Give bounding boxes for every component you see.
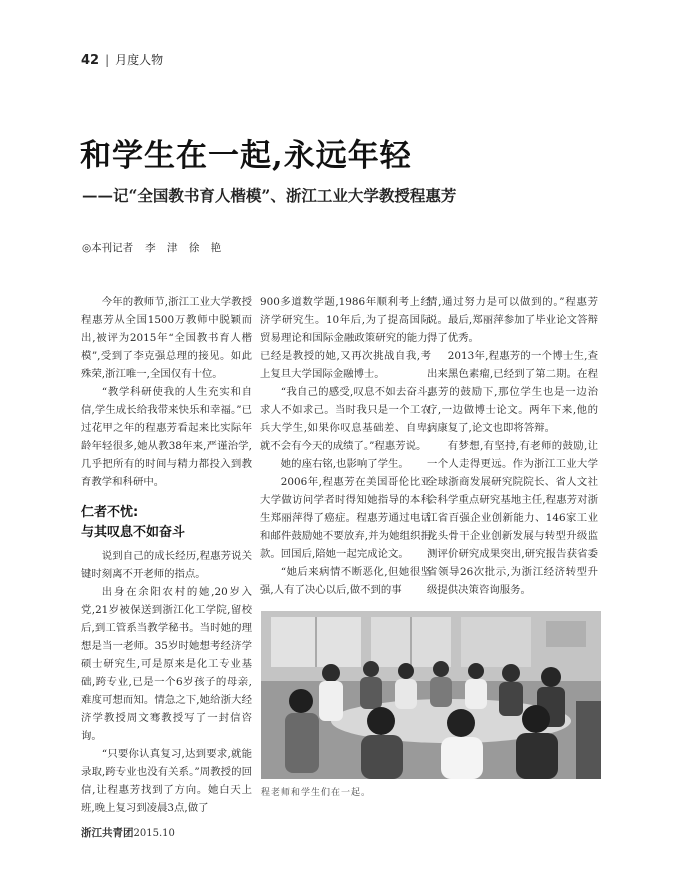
page-footer xyxy=(81,825,175,840)
article-title: 和学生在一起,永远年轻 xyxy=(80,138,412,174)
byline-prefix: ◎本刊记者 xyxy=(82,242,134,254)
magazine-logo: 浙江共青团 xyxy=(81,827,134,839)
paragraph: 900多道数学题,1986年顺利考上经济学研究生。10年后,为了提高国际贸易理论和国际金融政策研究的能力,已经是教授的她,又再次挑战自我,考上复旦大学国际金融博士。 xyxy=(260,296,431,380)
paragraph: “我自己的感受,叹息不如去奋斗,求人不如求己。当时我只是一个工农兵大学生,如果你叹息基础差、自卑,就不会有今天的成绩了。”程惠芳说。 xyxy=(260,386,431,452)
paragraph: 出身在余阳农村的她,20岁入党,21岁被保送到浙江化工学院,留校后,到工管系当教学秘书。当时她的理想是当一老师。35岁时她想考经济学硕士研究生,可是原来是化工专业基础,跨专业,已是一个6岁孩子的母亲,难度可想而知。情急之下,她给浙大经济学教授周文骞教授写了一封信咨询。 xyxy=(81,586,252,742)
paragraph: “教学科研使我的人生充实和自信,学生成长给我带来快乐和幸福。”已过花甲之年的程惠芳看起来比实际年龄年轻很多,她从教38年来,严谨治学,几乎把所有的时间与精力都投入到教育教学和科研中。 xyxy=(81,386,252,488)
section-heading-line-2: 与其叹息不如奋斗 xyxy=(81,525,186,540)
photo-illustration xyxy=(261,611,601,779)
article-photo xyxy=(261,611,601,779)
paragraph: “只要你认真复习,达到要求,就能录取,跨专业也没有关系。”周教授的回信,让程惠芳找到了方向。她白天上班,晚上复习到凌晨3点,做了 xyxy=(81,748,252,814)
paragraph: 2006年,程惠芳在美国哥伦比亚大学做访问学者时得知她指导的本科生郑丽萍得了癌症。程惠芳通过电话和邮件鼓励她不要放弃,并为她组织捐款。回国后,陪她一起完成论文。 xyxy=(260,476,431,560)
issue-date: 2015.10 xyxy=(133,828,175,839)
text-column-1 xyxy=(81,293,252,817)
paragraph: 有梦想,有坚持,有老师的鼓励,让一个人走得更远。作为浙江工业大学全球浙商发展研究院院长、省人文社会科学重点研究基地主任,程惠芳对浙江省百强企业创新能力、146家工业龙头骨干企业创新发展与转型升级监测评价研究成果突出,研究报告获省委省领导26次批示,为浙江经济转型升级提供决策咨询服务。 xyxy=(427,440,598,596)
page-header xyxy=(81,51,163,68)
header-divider: | xyxy=(105,53,110,67)
text-column-2 xyxy=(260,293,431,599)
paragraph: 2013年,程惠芳的一个博士生,查出来黑色素瘤,已经到了第二期。在程惠芳的鼓励下,那位学生也是一边治疗,一边做博士论文。两年下来,他的病康复了,论文也即将答辩。 xyxy=(427,350,598,434)
paragraph: 她的座右铭,也影响了学生。 xyxy=(280,458,409,470)
text-column-3 xyxy=(427,293,598,599)
paragraph: 今年的教师节,浙江工业大学教授程惠芳从全国1500万教师中脱颖而出,被评为2015年“全国教书育人楷模”,受到了李克强总理的接见。如此殊荣,浙江唯一,全国仅有十位。 xyxy=(81,296,252,380)
paragraph: 说到自己的成长经历,程惠芳说关键时刻离不开老师的指点。 xyxy=(81,550,252,580)
page-number: 42 xyxy=(81,53,100,68)
article-subtitle: ——记“全国教书育人楷模”、浙江工业大学教授程惠芳 xyxy=(82,186,457,205)
section-heading-line-1: 仁者不忧: xyxy=(81,505,139,520)
photo-caption: 程老师和学生们在一起。 xyxy=(261,788,372,798)
byline-names: 李 津 徐 艳 xyxy=(145,242,226,254)
section-heading xyxy=(81,503,252,543)
paragraph: 情,通过努力是可以做到的。”程惠芳说。最后,郑丽萍参加了毕业论文答辩得了优秀。 xyxy=(427,296,598,344)
byline xyxy=(82,240,225,255)
section-name: 月度人物 xyxy=(115,53,164,67)
paragraph: “她后来病情不断恶化,但她很坚强,人有了决心以后,做不到的事 xyxy=(260,566,431,596)
